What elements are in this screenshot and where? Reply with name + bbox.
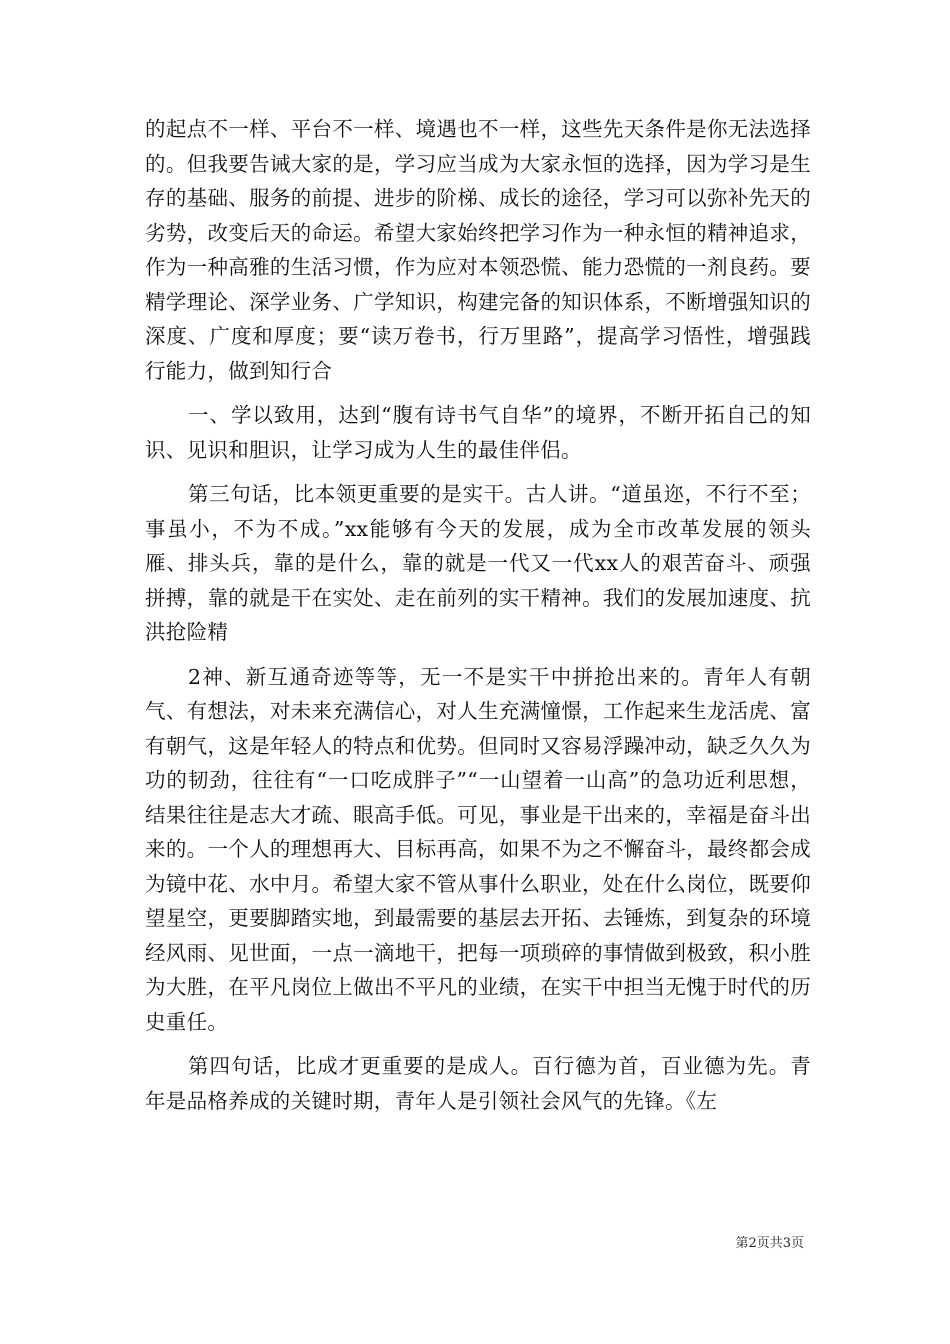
paragraph-4: 2神、新互通奇迹等等，无一不是实干中拼抢出来的。青年人有朝气、有想法，对未来充满信心，对人生充满憧憬，工作起来生龙活虎、富有朝气，这是年轻人的特点和优势。但同时又容易浮躁冲动，缺乏久久为功的韧劲，往往有“一口吃成胖子”“一山望着一山高”的急功近利思想，结果往往是志大才疏、眼高手低。可见，事业是干出来的，幸福是奋斗出来的。一个人的理想再大、目标再高，如果不为之不懈奋斗，最终都会成为镜中花、水中月。希望大家不管从事什么职业，处在什么岗位，既要仰望星空，更要脚踏实地，到最需要的基层去开拓、去锤炼，到复杂的环境经风雨、见世面，一点一滴地干，把每一项琐碎的事情做到极致，积小胜为大胜，在平凡岗位上做出不平凡的业绩，在实干中担当无愧于时代的历史重任。	[145, 664, 811, 1034]
page-number-footer: 第2页共3页	[735, 1236, 804, 1251]
paragraph-2: 一、学以致用，达到“腹有诗书气自华”的境界，不断开拓自己的知识、见识和胆识，让学习成为人生的最佳伴侣。	[145, 403, 811, 462]
paragraph-3: 第三句话，比本领更重要的是实干。古人讲。“道虽迩，不行不至；事虽小，不为不成。”xx能够有今天的发展，成为全市改革发展的领头雁、排头兵，靠的是什么，靠的就是一代又一代xx人的艰苦奋斗、顽强拼搏，靠的就是干在实处、走在前列的实干精神。我们的发展加速度、抗洪抢险精	[145, 482, 811, 644]
document-body	[145, 112, 811, 1128]
paragraph-1: 的起点不一样、平台不一样、境遇也不一样，这些先天条件是你无法选择的。但我要告诫大家的是，学习应当成为大家永恒的选择，因为学习是生存的基础、服务的前提、进步的阶梯、成长的途径，学习可以弥补先天的劣势，改变后天的命运。希望大家始终把学习作为一种永恒的精神追求，作为一种高雅的生活习惯，作为应对本领恐慌、能力恐慌的一剂良药。要精学理论、深学业务、广学知识，构建完备的知识体系，不断增强知识的深度、广度和厚度；要“读万卷书，行万里路”，提高学习悟性，增强践行能力，做到知行合	[145, 117, 811, 383]
paragraph-5: 第四句话，比成才更重要的是成人。百行德为首，百业德为先。青年是品格养成的关键时期，青年人是引领社会风气的先锋。《左	[145, 1054, 811, 1113]
